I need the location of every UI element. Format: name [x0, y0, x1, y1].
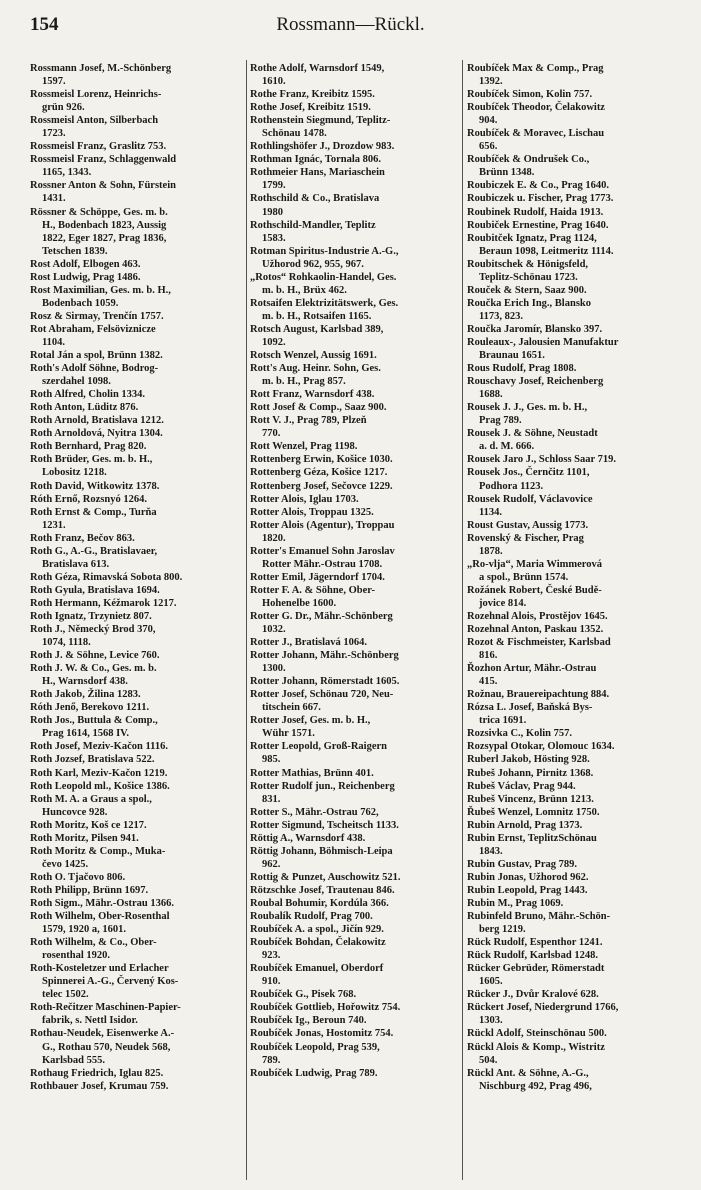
directory-entry-line: Roth Moritz, Pilsen 941.: [30, 832, 139, 844]
entry-continuation-line: Braunau 1651.: [479, 350, 545, 362]
directory-entry-line: Roth Karl, Meziv-Kačon 1219.: [30, 767, 168, 779]
directory-entry-line: Rotter Mathias, Brünn 401.: [250, 767, 374, 779]
directory-entry-line: Rous Rudolf, Prag 1808.: [467, 363, 577, 375]
entry-continuation-line: Schönau 1478.: [262, 128, 327, 140]
directory-entry-line: Rotsaifen Elektrizitätswerk, Ges.: [250, 297, 399, 309]
entry-continuation-line: Wühr 1571.: [262, 728, 315, 740]
directory-entry-line: Roth G., A.-G., Bratislavaer,: [30, 545, 158, 557]
directory-entry-line: Roubíček Leopold, Prag 539,: [250, 1041, 380, 1053]
entry-continuation-line: 789.: [262, 1054, 281, 1066]
directory-entry-line: Rothaug Friedrich, Iglau 825.: [30, 1067, 164, 1079]
directory-entry-line: Roubíček A. a spol., Jičín 929.: [250, 924, 384, 936]
directory-entry-line: Rouschavy Josef, Reichenberg: [467, 376, 604, 388]
entry-continuation-line: rosenthal 1920.: [42, 950, 111, 962]
directory-entry-line: Rubinfeld Bruno, Mähr.-Schön-: [467, 911, 611, 923]
directory-entry-line: Rothschild-Mandler, Teplitz: [250, 219, 376, 231]
directory-entry-line: „Rotos“ Rohkaolin-Handel, Ges.: [250, 271, 397, 283]
page-number: 154: [30, 14, 59, 35]
entry-continuation-line: G., Rothau 570, Neudek 568,: [42, 1041, 171, 1053]
entry-continuation-line: Tetschen 1839.: [42, 245, 108, 257]
directory-entry-line: Rott V. J., Prag 789, Plzeň: [250, 415, 367, 427]
directory-entry-line: Roubíček Theodor, Čelakowitz: [467, 102, 605, 114]
entry-continuation-line: 904.: [479, 115, 498, 127]
directory-entry-line: Roubinek Rudolf, Haida 1913.: [467, 206, 604, 218]
entry-continuation-line: 923.: [262, 950, 281, 962]
entry-continuation-line: Nischburg 492, Prag 496,: [479, 1080, 592, 1092]
directory-entry-line: Roth's Adolf Söhne, Bodrog-: [30, 363, 159, 375]
directory-entry-line: Rotter Josef, Ges. m. b. H.,: [250, 715, 371, 727]
directory-entry-line: Rossmeisl Franz, Graslitz 753.: [30, 141, 167, 153]
directory-entry-line: Rost Adolf, Elbogen 463.: [30, 258, 141, 270]
directory-entry-line: Roth Alfred, Cholin 1334.: [30, 389, 146, 401]
directory-entry-line: Roth J. & Söhne, Levice 760.: [30, 650, 160, 662]
entry-continuation-line: 1980: [262, 206, 283, 218]
directory-entry-line: Rousek Jos., Černčitz 1101,: [467, 467, 590, 479]
directory-entry-line: Roth M. A. a Graus a spol.,: [30, 793, 152, 805]
entry-continuation-line: čevo 1425.: [42, 858, 89, 870]
directory-entry-line: Rückl Alois & Komp., Wistritz: [467, 1041, 605, 1053]
directory-entry-line: Roubíček Jonas, Hostomitz 754.: [250, 1028, 394, 1040]
directory-entry-line: Rousek J. & Söhne, Neustadt: [467, 428, 598, 440]
directory-entry-line: Rubin Jonas, Užhorod 962.: [467, 871, 589, 883]
directory-entry-line: Rousek J. J., Ges. m. b. H.,: [467, 402, 588, 414]
directory-entry-line: Roth Jozsef, Bratislava 522.: [30, 754, 155, 766]
directory-entry-line: Rück Rudolf, Karlsbad 1248.: [467, 950, 598, 962]
column-divider: [246, 60, 247, 1180]
entry-continuation-line: 1134.: [479, 506, 503, 518]
entry-continuation-line: 1843.: [479, 845, 503, 857]
directory-entry-line: Rózsa L. Josef, Baňská Bys-: [467, 702, 593, 714]
entry-continuation-line: 1392.: [479, 76, 503, 88]
entry-continuation-line: 1104.: [42, 336, 66, 348]
directory-entry-line: Roth Brüder, Ges. m. b. H.,: [30, 454, 153, 466]
directory-entry-line: Rückl Ant. & Söhne, A.-G.,: [467, 1067, 589, 1079]
directory-entry-line: Rozsivka C., Kolin 757.: [467, 728, 573, 740]
directory-entry-line: Rotter Josef, Schönau 720, Neu-: [250, 689, 394, 701]
entry-continuation-line: 1032.: [262, 624, 286, 636]
entry-continuation-line: 504.: [479, 1054, 498, 1066]
directory-entry-line: Rotter Alois (Agentur), Troppau: [250, 519, 395, 531]
entry-continuation-line: m. b. H., Brüx 462.: [262, 284, 347, 296]
directory-entry-line: Roth Anton, Lüditz 876.: [30, 402, 139, 414]
directory-entry-line: Rozehnal Anton, Paskau 1352.: [467, 624, 604, 636]
entry-continuation-line: 656.: [479, 141, 498, 153]
directory-entry-line: Rost Ludwig, Prag 1486.: [30, 271, 141, 283]
directory-column-3: [467, 62, 682, 1093]
directory-entry-line: Roubiczek u. Fischer, Prag 1773.: [467, 193, 614, 205]
directory-entry-line: Roth Gyula, Bratislava 1694.: [30, 584, 160, 596]
directory-entry-line: Róth Jenő, Berekovo 1211.: [30, 702, 150, 714]
page-header: [0, 14, 701, 48]
entry-continuation-line: Užhorod 962, 955, 967.: [262, 258, 364, 270]
directory-entry-line: Rothau-Neudek, Eisenwerke A.-: [30, 1028, 175, 1040]
directory-entry-line: Roubiczek E. & Co., Prag 1640.: [467, 180, 610, 192]
entry-continuation-line: 1092.: [262, 336, 286, 348]
directory-entry-line: Rottig & Punzet, Auschowitz 521.: [250, 871, 401, 883]
directory-entry-line: Roth Arnoldová, Nyitra 1304.: [30, 428, 163, 440]
entry-continuation-line: 1820.: [262, 532, 286, 544]
directory-entry-line: Rothschild & Co., Bratislava: [250, 193, 380, 205]
directory-entry-line: Rubin Arnold, Prag 1373.: [467, 819, 583, 831]
directory-entry-line: Roth Leopold ml., Košice 1386.: [30, 780, 170, 792]
directory-entry-line: Roubal Bohumir, Kordúla 366.: [250, 898, 389, 909]
directory-entry-line: Rotter Rudolf jun., Reichenberg: [250, 780, 395, 792]
directory-entry-line: Rothe Josef, Kreibitz 1519.: [250, 102, 371, 114]
directory-entry-line: Róth Ernő, Rozsnyó 1264.: [30, 493, 147, 505]
directory-entry-line: Roubíček Bohdan, Čelakowitz: [250, 937, 386, 949]
running-head: Rossmann—Rückl.: [276, 14, 425, 35]
entry-continuation-line: 1822, Eger 1827, Prag 1836,: [42, 232, 167, 244]
directory-entry-line: Rück Rudolf, Espenthor 1241.: [467, 937, 603, 949]
directory-entry-line: Rothmeier Hans, Mariaschein: [250, 167, 385, 179]
directory-entry-line: Roth Jakob, Žilina 1283.: [30, 689, 141, 701]
directory-entry-line: Rotter Emil, Jägerndorf 1704.: [250, 571, 385, 583]
directory-entry-line: Rot Abraham, Felsöviznicze: [30, 323, 156, 335]
directory-entry-line: Rotsch Wenzel, Aussig 1691.: [250, 350, 377, 362]
entry-continuation-line: grün 926.: [42, 102, 85, 114]
directory-entry-line: Roubitček Ignatz, Prag 1124,: [467, 232, 597, 244]
directory-entry-line: Rubeš Johann, Pirnitz 1368.: [467, 767, 594, 779]
directory-entry-line: Rozehnal Alois, Prostějov 1645.: [467, 610, 608, 622]
directory-entry-line: Rotman Spiritus-Industrie A.-G.,: [250, 245, 399, 257]
directory-entry-line: Roth David, Witkowitz 1378.: [30, 480, 160, 492]
directory-entry-line: Rotter Alois, Iglau 1703.: [250, 493, 359, 505]
entry-continuation-line: 1165, 1343.: [42, 167, 92, 179]
directory-entry-line: Roubíček Ig., Beroun 740.: [250, 1015, 367, 1027]
directory-entry-line: Roth Bernhard, Prag 820.: [30, 441, 147, 453]
directory-entry-line: Roth Hermann, Kéžmarok 1217.: [30, 597, 177, 609]
directory-entry-line: Rossner Anton & Sohn, Fürstein: [30, 180, 176, 192]
directory-entry-line: Roubitschek & Hönigsfeld,: [467, 258, 589, 270]
entry-continuation-line: 1231.: [42, 519, 66, 531]
directory-entry-line: Röttig A., Warnsdorf 438.: [250, 832, 366, 844]
directory-entry-line: Rubeš Vincenz, Brünn 1213.: [467, 793, 594, 805]
entry-continuation-line: Podhora 1123.: [479, 480, 544, 492]
directory-entry-line: Rott Wenzel, Prag 1198.: [250, 441, 358, 453]
entry-continuation-line: fabrik, s. Nettl Isidor.: [42, 1015, 138, 1027]
entry-continuation-line: H., Warnsdorf 438.: [42, 676, 128, 688]
entry-continuation-line: 1173, 823.: [479, 310, 524, 322]
directory-entry-line: Rotter's Emanuel Sohn Jaroslav: [250, 545, 395, 557]
entry-continuation-line: 910.: [262, 976, 281, 988]
directory-entry-line: Rouček & Stern, Saaz 900.: [467, 284, 587, 296]
directory-entry-line: Roubalík Rudolf, Prag 700.: [250, 911, 373, 923]
directory-entry-line: Roth Jos., Buttula & Comp.,: [30, 715, 158, 727]
entry-continuation-line: telec 1502.: [42, 989, 89, 1001]
entry-continuation-line: berg 1219.: [479, 924, 526, 936]
directory-entry-line: Rost Maximilian, Ges. m. b. H.,: [30, 284, 171, 296]
directory-entry-line: Rozot & Fischmeister, Karlsbad: [467, 637, 611, 649]
entry-continuation-line: 1597.: [42, 76, 66, 88]
directory-entry-line: Rothenstein Siegmund, Teplitz-: [250, 115, 391, 127]
directory-entry-line: Rozsypal Otokar, Olomouc 1634.: [467, 741, 615, 753]
directory-entry-line: Rottenberg Erwin, Košice 1030.: [250, 454, 393, 466]
entry-continuation-line: 1579, 1920 a, 1601.: [42, 924, 126, 936]
entry-continuation-line: Rotter Mähr.-Ostrau 1708.: [262, 558, 383, 570]
directory-entry-line: Rückert Josef, Niedergrund 1766,: [467, 1002, 619, 1014]
entry-continuation-line: Brünn 1348.: [479, 167, 535, 179]
entry-continuation-line: 415.: [479, 676, 498, 688]
directory-entry-line: Roth J. W. & Co., Ges. m. b.: [30, 663, 157, 675]
directory-entry-line: Rubeš Václav, Prag 944.: [467, 780, 576, 792]
entry-continuation-line: Bratislava 613.: [42, 558, 110, 570]
directory-entry-line: Rovenský & Fischer, Prag: [467, 532, 584, 544]
directory-entry-line: „Ro-vlja“, Maria Wimmerová: [467, 558, 603, 570]
directory-entry-line: Rousek Rudolf, Václavovice: [467, 493, 593, 505]
entry-continuation-line: 1300.: [262, 663, 286, 675]
entry-continuation-line: Prag 1614, 1568 IV.: [42, 728, 130, 740]
directory-entry-line: Roubíček & Ondrušek Co.,: [467, 154, 590, 166]
directory-entry-line: Roth Wilhelm, Ober-Rosenthal: [30, 911, 170, 923]
directory-entry-line: Rubin Gustav, Prag 789.: [467, 858, 577, 870]
directory-entry-line: Rücker Gebrüder, Römerstadt: [467, 963, 605, 975]
entry-continuation-line: 1074, 1118.: [42, 637, 91, 649]
entry-continuation-line: Bodenbach 1059.: [42, 297, 119, 309]
directory-entry-line: Rousek Jaro J., Schloss Saar 719.: [467, 454, 616, 466]
entry-continuation-line: 1583.: [262, 232, 286, 244]
directory-entry-line: Röttig Johann, Böhmisch-Leipa: [250, 845, 393, 857]
directory-entry-line: Rothe Adolf, Warnsdorf 1549,: [250, 63, 385, 74]
directory-entry-line: Roth Géza, Rimavská Sobota 800.: [30, 571, 183, 583]
directory-entry-line: Roust Gustav, Aussig 1773.: [467, 519, 589, 531]
entry-continuation-line: m. b. H., Prag 857.: [262, 376, 346, 388]
entry-continuation-line: 1431.: [42, 193, 66, 205]
directory-entry-line: Rotter Alois, Troppau 1325.: [250, 506, 374, 518]
directory-entry-line: Rotsch August, Karlsbad 389,: [250, 323, 384, 335]
directory-entry-line: Roubíček Ludwig, Prag 789.: [250, 1067, 378, 1079]
directory-entry-line: Roubíček Gottlieb, Hořowitz 754.: [250, 1002, 401, 1014]
directory-entry-line: Roubíček Simon, Kolin 757.: [467, 89, 593, 101]
directory-entry-line: Roubíček G., Pisek 768.: [250, 989, 357, 1001]
directory-entry-line: Rotter J., Bratislavá 1064.: [250, 637, 368, 649]
entry-continuation-line: Beraun 1098, Leitmeritz 1114.: [479, 245, 614, 257]
entry-continuation-line: H., Bodenbach 1823, Aussig: [42, 219, 167, 231]
entry-continuation-line: Lobositz 1218.: [42, 467, 107, 479]
directory-entry-line: Roubíček Emanuel, Oberdorf: [250, 963, 384, 975]
directory-entry-line: Roubiček Ernestine, Prag 1640.: [467, 219, 609, 231]
directory-entry-line: Roth J., Německý Brod 370,: [30, 624, 156, 636]
directory-column-1: [30, 62, 245, 1093]
entry-continuation-line: trica 1691.: [479, 715, 527, 727]
directory-entry-line: Rubin Leopold, Prag 1443.: [467, 884, 588, 896]
entry-continuation-line: jovice 814.: [479, 597, 527, 609]
directory-entry-line: Rossmeisl Lorenz, Heinrichs-: [30, 89, 162, 101]
directory-entry-line: Rožánek Robert, České Budě-: [467, 584, 602, 596]
directory-entry-line: Roth Franz, Bečov 863.: [30, 532, 135, 544]
directory-entry-line: Rubin Ernst, TeplitzSchönau: [467, 832, 597, 844]
directory-entry-line: Rothman Ignác, Tornala 806.: [250, 154, 381, 166]
directory-entry-line: Rückl Adolf, Steinschönau 500.: [467, 1028, 607, 1040]
entry-continuation-line: Teplitz-Schönau 1723.: [479, 271, 578, 283]
entry-continuation-line: 831.: [262, 793, 281, 805]
directory-entry-line: Rotter Leopold, Groß-Raigern: [250, 741, 387, 753]
entry-continuation-line: m. b. H., Rotsaifen 1165.: [262, 310, 372, 322]
directory-entry-line: Rotter S., Mähr.-Ostrau 762,: [250, 806, 379, 818]
directory-entry-line: Rotter F. A. & Söhne, Ober-: [250, 584, 376, 596]
entry-continuation-line: Hohenelbe 1600.: [262, 597, 337, 609]
directory-entry-line: Rothlingshöfer J., Drozdow 983.: [250, 141, 395, 153]
directory-entry-line: Řozhon Artur, Mähr.-Ostrau: [467, 663, 597, 675]
directory-column-2: [250, 62, 465, 1080]
directory-entry-line: Roth-Kosteletzer und Erlacher: [30, 963, 169, 975]
entry-continuation-line: Huncovce 928.: [42, 806, 108, 818]
directory-entry-line: Roth Wilhelm, & Co., Ober-: [30, 937, 157, 949]
entry-continuation-line: 1605.: [479, 976, 503, 988]
entry-continuation-line: 770.: [262, 428, 281, 440]
entry-continuation-line: 1688.: [479, 389, 503, 401]
directory-entry-line: Rott Franz, Warnsdorf 438.: [250, 389, 375, 401]
directory-entry-line: Rožnau, Brauereipachtung 884.: [467, 689, 610, 701]
directory-entry-line: Roth Moritz, Koš ce 1217.: [30, 819, 147, 831]
directory-entry-line: Rossmeisl Anton, Silberbach: [30, 115, 159, 127]
directory-entry-line: Rosz & Sirmay, Trenčín 1757.: [30, 310, 164, 322]
entry-continuation-line: 985.: [262, 754, 281, 766]
directory-entry-line: Rossmann Josef, M.-Schönberg: [30, 63, 172, 74]
directory-entry-line: Roth Arnold, Bratislava 1212.: [30, 415, 164, 427]
directory-entry-line: Rottenberg Josef, Sečovce 1229.: [250, 480, 393, 492]
directory-entry-line: Rotter G. Dr., Mähr.-Schönberg: [250, 610, 393, 622]
entry-continuation-line: 1799.: [262, 180, 286, 192]
directory-entry-line: Rothe Franz, Kreibitz 1595.: [250, 89, 375, 101]
entry-continuation-line: a spol., Brünn 1574.: [479, 571, 569, 583]
entry-continuation-line: 1303.: [479, 1015, 503, 1027]
directory-entry-line: Rotter Johann, Mähr.-Schönberg: [250, 650, 399, 662]
entry-continuation-line: 1610.: [262, 76, 286, 88]
entry-continuation-line: szerdahel 1098.: [42, 376, 111, 388]
entry-continuation-line: 1878.: [479, 545, 503, 557]
directory-entry-line: Roth Moritz & Comp., Muka-: [30, 845, 166, 857]
directory-entry-line: Rothbauer Josef, Krumau 759.: [30, 1080, 169, 1092]
directory-entry-line: Rotter Johann, Römerstadt 1605.: [250, 676, 400, 688]
directory-entry-line: Rotter Sigmund, Tscheitsch 1133.: [250, 819, 399, 831]
entry-continuation-line: Spinnerei A.-G., Červený Kos-: [42, 976, 179, 988]
directory-entry-line: Roth Philipp, Brünn 1697.: [30, 884, 149, 896]
directory-entry-line: Roth Josef, Meziv-Kačon 1116.: [30, 741, 168, 753]
directory-entry-line: Roubíček Max & Comp., Prag: [467, 63, 604, 74]
directory-entry-line: Rottenberg Géza, Košice 1217.: [250, 467, 388, 479]
directory-entry-line: Rouleaux-, Jalousien Manufaktur: [467, 336, 619, 348]
directory-entry-line: Roučka Erich Ing., Blansko: [467, 297, 591, 309]
directory-entry-line: Rott's Aug. Heinr. Sohn, Ges.: [250, 363, 381, 375]
directory-entry-line: Roth Ignatz, Trzynietz 807.: [30, 610, 152, 622]
directory-entry-line: Roth O. Tjačovo 806.: [30, 871, 126, 883]
directory-entry-line: Rücker J., Dvůr Kralové 628.: [467, 989, 599, 1001]
entry-continuation-line: 816.: [479, 650, 498, 662]
entry-continuation-line: Prag 789.: [479, 415, 522, 427]
entry-continuation-line: 962.: [262, 858, 281, 870]
directory-entry-line: Rotal Ján a spol, Brünn 1382.: [30, 350, 163, 362]
directory-entry-line: Roth Sigm., Mähr.-Ostrau 1366.: [30, 898, 174, 909]
directory-entry-line: Roth-Rečitzer Maschinen-Papier-: [30, 1002, 181, 1014]
directory-entry-line: Roubíček & Moravec, Lischau: [467, 128, 605, 140]
directory-entry-line: Rössner & Schöppe, Ges. m. b.: [30, 206, 168, 218]
directory-entry-line: Řubeš Wenzel, Lomnitz 1750.: [467, 806, 600, 818]
entry-continuation-line: Karlsbad 555.: [42, 1054, 106, 1066]
entry-continuation-line: 1723.: [42, 128, 66, 140]
directory-entry-line: Rott Josef & Comp., Saaz 900.: [250, 402, 387, 414]
directory-entry-line: Rossmeisl Franz, Schlaggenwald: [30, 154, 177, 166]
directory-entry-line: Ruberl Jakob, Hösting 928.: [467, 754, 590, 766]
directory-entry-line: Rötzschke Josef, Trautenau 846.: [250, 884, 395, 896]
entry-continuation-line: titschein 667.: [262, 702, 321, 714]
entry-continuation-line: a. d. M. 666.: [479, 441, 535, 453]
directory-entry-line: Roth Ernst & Comp., Turňa: [30, 506, 157, 518]
directory-entry-line: Roučka Jaromír, Blansko 397.: [467, 323, 603, 335]
directory-entry-line: Rubin M., Prag 1069.: [467, 898, 564, 909]
